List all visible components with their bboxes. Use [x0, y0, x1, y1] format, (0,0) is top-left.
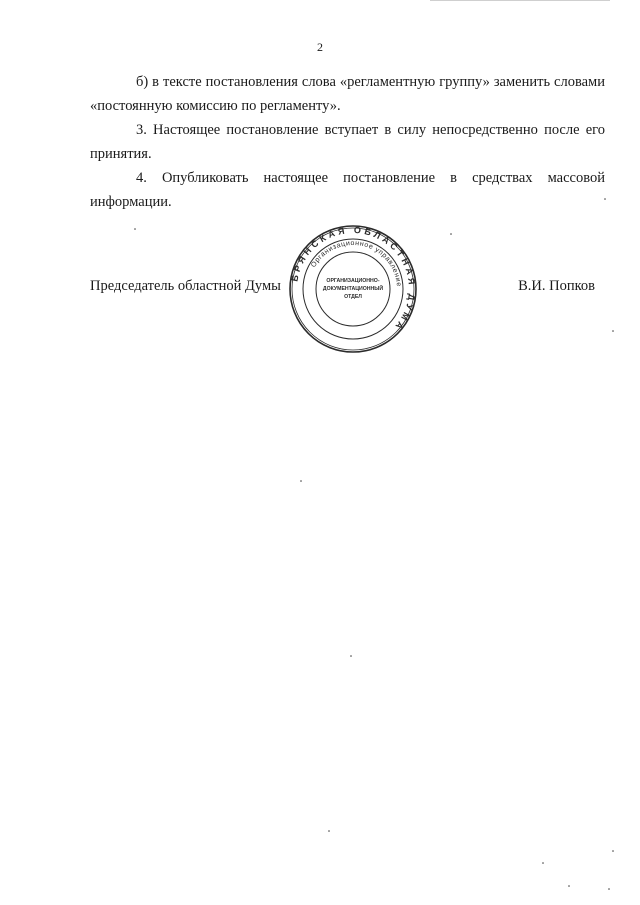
svg-text:ОРГАНИЗАЦИОННО-: ОРГАНИЗАЦИОННО-: [326, 278, 380, 284]
svg-text:БРЯНСКАЯ ОБЛАСТНАЯ ДУМА: БРЯНСКАЯ ОБЛАСТНАЯ ДУМА: [289, 224, 418, 334]
scan-edge-line: [430, 0, 610, 1]
scan-speck: [612, 850, 614, 852]
document-body: [90, 70, 605, 214]
scan-speck: [134, 228, 136, 230]
signature-name: В.И. Попков: [518, 278, 595, 294]
scan-speck: [450, 233, 452, 235]
svg-text:Организационное управление: Организационное управление: [310, 239, 402, 288]
paragraph-3: 3. Настоящее постановление вступает в силу непосредственно после его принятия.: [90, 122, 605, 162]
scan-speck: [328, 830, 330, 832]
scan-speck: [350, 655, 352, 657]
scan-speck: [604, 198, 606, 200]
official-seal-stamp: [288, 224, 418, 354]
scan-speck: [568, 885, 570, 887]
page-number: 2: [317, 40, 323, 54]
scan-speck: [300, 480, 302, 482]
scan-speck: [608, 888, 610, 890]
signature-position: Председатель областной Думы: [90, 278, 281, 294]
svg-text:ДОКУМЕНТАЦИОННЫЙ: ДОКУМЕНТАЦИОННЫЙ: [322, 286, 384, 292]
scan-speck: [542, 862, 544, 864]
paragraph-4: 4. Опубликовать настоящее постановление в средствах массовой информации.: [90, 170, 605, 210]
scan-speck: [612, 330, 614, 332]
paragraph-b: б) в тексте постановления слова «регламентную группу» заменить словами «постоянную комиссию по регламенту».: [90, 74, 605, 114]
svg-text:ОТДЕЛ: ОТДЕЛ: [344, 294, 362, 300]
